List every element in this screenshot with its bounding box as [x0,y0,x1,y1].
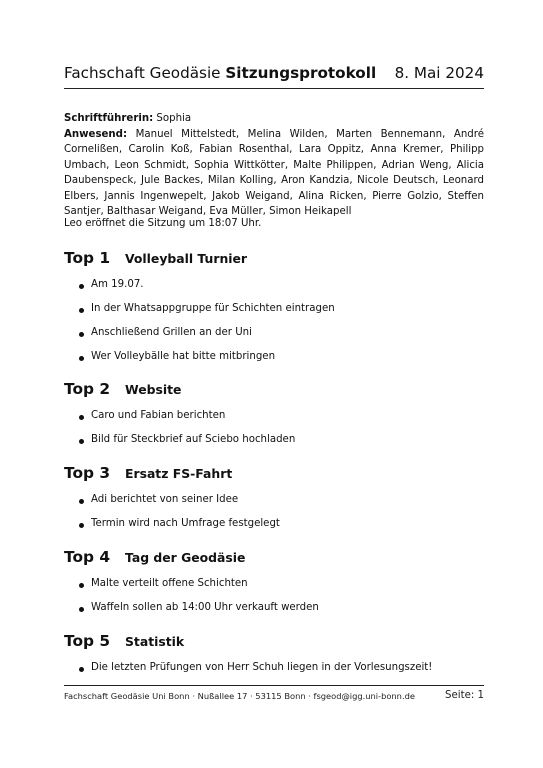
top-section-4 [64,548,484,625]
page-number: Seite: 1 [445,690,484,701]
header-title [64,64,376,82]
list-item-text: Die letzten Prüfungen von Herr Schuh liegen in der Vorlesungszeit! [91,662,433,673]
bullet-icon [79,356,84,361]
list-item-text: Am 19.07. [91,279,144,290]
list-item [64,278,484,302]
list-item [64,577,484,601]
list-item [64,601,484,625]
top-title: Statistik [125,634,185,649]
list-item-text: Malte verteilt offene Schichten [91,578,248,589]
list-item [64,302,484,326]
top-section-1 [64,249,484,374]
list-item [64,493,484,517]
list-item-text: Bild für Steckbrief auf Sciebo hochladen [91,434,296,445]
bullet-icon [79,667,84,672]
document-page [64,0,484,768]
writer-name: Sophia [156,113,192,124]
top-heading [64,548,484,568]
list-item-text: In der Whatsappgruppe für Schichten eintragen [91,303,335,314]
top-number: Top 5 [64,632,111,650]
header-org: Fachschaft Geodäsie [64,64,221,82]
bullet-list [64,577,484,625]
bullet-icon [79,308,84,313]
footer-rule [64,685,484,686]
bullet-icon [79,284,84,289]
bullet-list [64,661,484,685]
writer-label: Schriftführerin: [64,113,154,124]
document-header [64,64,484,86]
top-heading [64,249,484,269]
top-number: Top 3 [64,464,111,482]
list-item-text: Anschließend Grillen an der Uni [91,327,252,338]
bullet-icon [79,415,84,420]
list-item-text: Wer Volleybälle hat bitte mitbringen [91,351,276,362]
top-section-2 [64,380,484,457]
bullet-list [64,493,484,541]
bullet-icon [79,523,84,528]
header-doc-type: Sitzungsprotokoll [225,64,377,82]
opening-line: Leo eröffnet die Sitzung um 18:07 Uhr. [64,218,262,229]
meta-block [64,111,484,220]
top-title: Ersatz FS-Fahrt [125,466,233,481]
present-label: Anwesend: [64,128,128,140]
header-rule [64,88,484,89]
bullet-icon [79,439,84,444]
list-item-text: Waffeln sollen ab 14:00 Uhr verkauft werden [91,602,319,613]
top-number: Top 2 [64,380,111,398]
writer-line [64,111,484,127]
header-date: 8. Mai 2024 [394,64,484,82]
present-paragraph [64,127,484,220]
list-item [64,409,484,433]
footer-address: Fachschaft Geodäsie Uni Bonn · Nußallee 17 · 53115 Bonn · fsgeod@igg.uni-bonn.de [64,691,415,701]
list-item [64,661,484,685]
list-item [64,326,484,350]
bullet-icon [79,583,84,588]
top-heading [64,632,484,652]
top-title: Tag der Geodäsie [125,550,246,565]
list-item [64,517,484,541]
bullet-icon [79,332,84,337]
list-item-text: Termin wird nach Umfrage festgelegt [91,518,280,529]
list-item [64,433,484,457]
top-number: Top 4 [64,548,111,566]
top-number: Top 1 [64,249,111,267]
bullet-list [64,278,484,374]
bullet-icon [79,499,84,504]
top-section-3 [64,464,484,541]
top-heading [64,380,484,400]
bullet-list [64,409,484,457]
top-title: Website [125,382,182,397]
top-section-5 [64,632,484,685]
top-title: Volleyball Turnier [125,251,248,266]
top-heading [64,464,484,484]
list-item-text: Adi berichtet von seiner Idee [91,494,239,505]
list-item-text: Caro und Fabian berichten [91,410,226,421]
bullet-icon [79,607,84,612]
present-list: Manuel Mittelstedt, Melina Wilden, Marten Bennemann, André Cornelißen, Carolin Koß, Fabian Rosenthal, Lara Oppitz, Anna Kremer, Philipp Umbach, Leon Schmidt, Sophia Wittkötter, Malte Philippen, Adrian Weng, Alicia Daubenspeck, Jule Backes, Milan Kolling, Aron Kandzia, Nicole Deutsch, Leonard Elbers, Jannis Ingenwepelt, Jakob Weigand, Alina Ricken, Pierre Golzio, Steffen Santjer, Balthasar Weigand, Eva Müller, Simon Heikapell [64,128,484,217]
list-item [64,350,484,374]
